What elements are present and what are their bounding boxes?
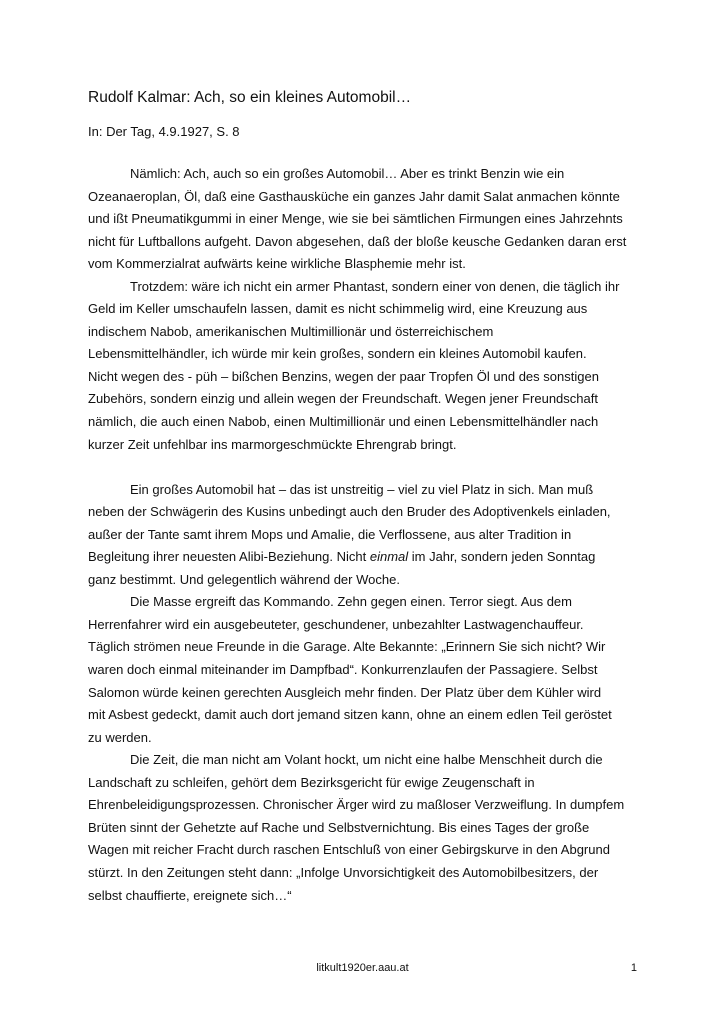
text-line: stürzt. In den Zeitungen steht dann: „Infolge Unvorsichtigkeit des Automobilbesitzers, der — [88, 864, 599, 880]
text-segment: Begleitung ihrer neuesten Alibi-Beziehung. Nicht — [88, 549, 370, 565]
text-line: außer der Tante samt ihrem Mops und Amalie, die Verflossene, aus alter Tradition in — [88, 526, 572, 542]
article-body — [88, 163, 648, 907]
text-line: Geld im Keller umschaufeln lassen, damit es nicht schimmelig wird, eine Kreuzung aus — [88, 301, 588, 317]
text-line: nicht für Luftballons aufgeht. Davon abgesehen, daß der bloße keusche Gedanken daran erst — [88, 233, 627, 249]
text-line: ganz bestimmt. Und gelegentlich während der Woche. — [88, 571, 400, 587]
text-line: neben der Schwägerin des Kusins unbedingt auch den Bruder des Adoptivenkels einladen, — [88, 504, 611, 520]
text-line: indischem Nabob, amerikanischen Multimillionär und österreichischem — [88, 323, 494, 339]
text-line: zu werden. — [88, 729, 152, 745]
text-line: Nicht wegen des - püh – bißchen Benzins, wegen der paar Tropfen Öl und des sonstigen — [88, 368, 599, 384]
text-line: waren doch einmal miteinander im Dampfbad“. Konkurrenzlaufen der Passagiere. Selbst — [88, 662, 598, 678]
text-line-with-emphasis — [88, 546, 648, 569]
text-line: vom Kommerzialrat aufwärts keine wirkliche Blasphemie mehr ist. — [88, 256, 466, 272]
text-line: und ißt Pneumatikgummi in einer Menge, wie sie bei sämtlichen Firmungen eines Jahrzehnts — [88, 211, 623, 227]
text-line: Ozeanaeroplan, Öl, daß eine Gasthausküche ein ganzes Jahr damit Salat anmachen könnte — [88, 188, 620, 204]
text-line: Lebensmittelhändler, ich würde mir kein großes, sondern ein kleines Automobil kaufen. — [88, 346, 587, 362]
text-line: Landschaft zu schleifen, gehört dem Bezirksgericht für ewige Zeugenschaft in — [88, 774, 535, 790]
text-line: selbst chauffierte, ereignete sich…“ — [88, 887, 292, 903]
source-citation: In: Der Tag, 4.9.1927, S. 8 — [88, 124, 240, 139]
text-line: Brüten sinnt der Gehetzte auf Rache und Selbstvernichtung. Bis eines Tages der große — [88, 819, 590, 835]
text-line: nämlich, die auch einen Nabob, einen Multimillionär und einen Lebensmittelhändler nach — [88, 414, 599, 430]
text-line: kurzer Zeit unfehlbar ins marmorgeschmückte Ehrengrab bringt. — [88, 436, 457, 452]
text-line: mit Asbest gedeckt, damit auch dort jemand sitzen kann, ohne an einem edlen Teil geröstet — [88, 707, 612, 723]
footer-site: litkult1920er.aau.at — [316, 962, 409, 974]
text-line: Ehrenbeleidigungsprozessen. Chronischer Ärger wird zu maßloser Verzweiflung. In dumpfem — [88, 797, 625, 813]
text-line: Wagen mit reicher Fracht durch raschen Entschluß von einer Gebirgskurve in den Abgrund — [88, 842, 610, 858]
text-line: Herrenfahrer wird ein ausgebeuteter, geschundener, unbezahlter Lastwagenchauffeur. — [88, 616, 584, 632]
text-line: Ein großes Automobil hat – das ist unstreitig – viel zu viel Platz in sich. Man muß — [130, 481, 594, 497]
text-segment: im Jahr, sondern jeden Sonntag — [408, 549, 596, 565]
text-line: Täglich strömen neue Freunde in die Garage. Alte Bekannte: „Erinnern Sie sich nicht? Wir — [88, 639, 606, 655]
text-line: Salomon würde keinen gerechten Ausgleich mehr finden. Der Platz über dem Kühler wird — [88, 684, 602, 700]
document-title: Rudolf Kalmar: Ach, so ein kleines Automobil… — [88, 89, 412, 106]
text-line: Trotzdem: wäre ich nicht ein armer Phantast, sondern einer von denen, die täglich ihr — [130, 278, 620, 294]
text-line: Zubehörs, sondern einzig und allein wegen der Freundschaft. Wegen jener Freundschaft — [88, 391, 598, 407]
emphasis-word: einmal — [369, 549, 409, 565]
text-line: Die Masse ergreift das Kommando. Zehn gegen einen. Terror siegt. Aus dem — [130, 594, 572, 610]
page-number: 1 — [630, 962, 637, 974]
paragraph-spacer — [88, 456, 648, 479]
text-line: Die Zeit, die man nicht am Volant hockt, um nicht eine halbe Menschheit durch die — [130, 752, 603, 768]
text-line: Nämlich: Ach, auch so ein großes Automobil… Aber es trinkt Benzin wie ein — [130, 166, 565, 181]
